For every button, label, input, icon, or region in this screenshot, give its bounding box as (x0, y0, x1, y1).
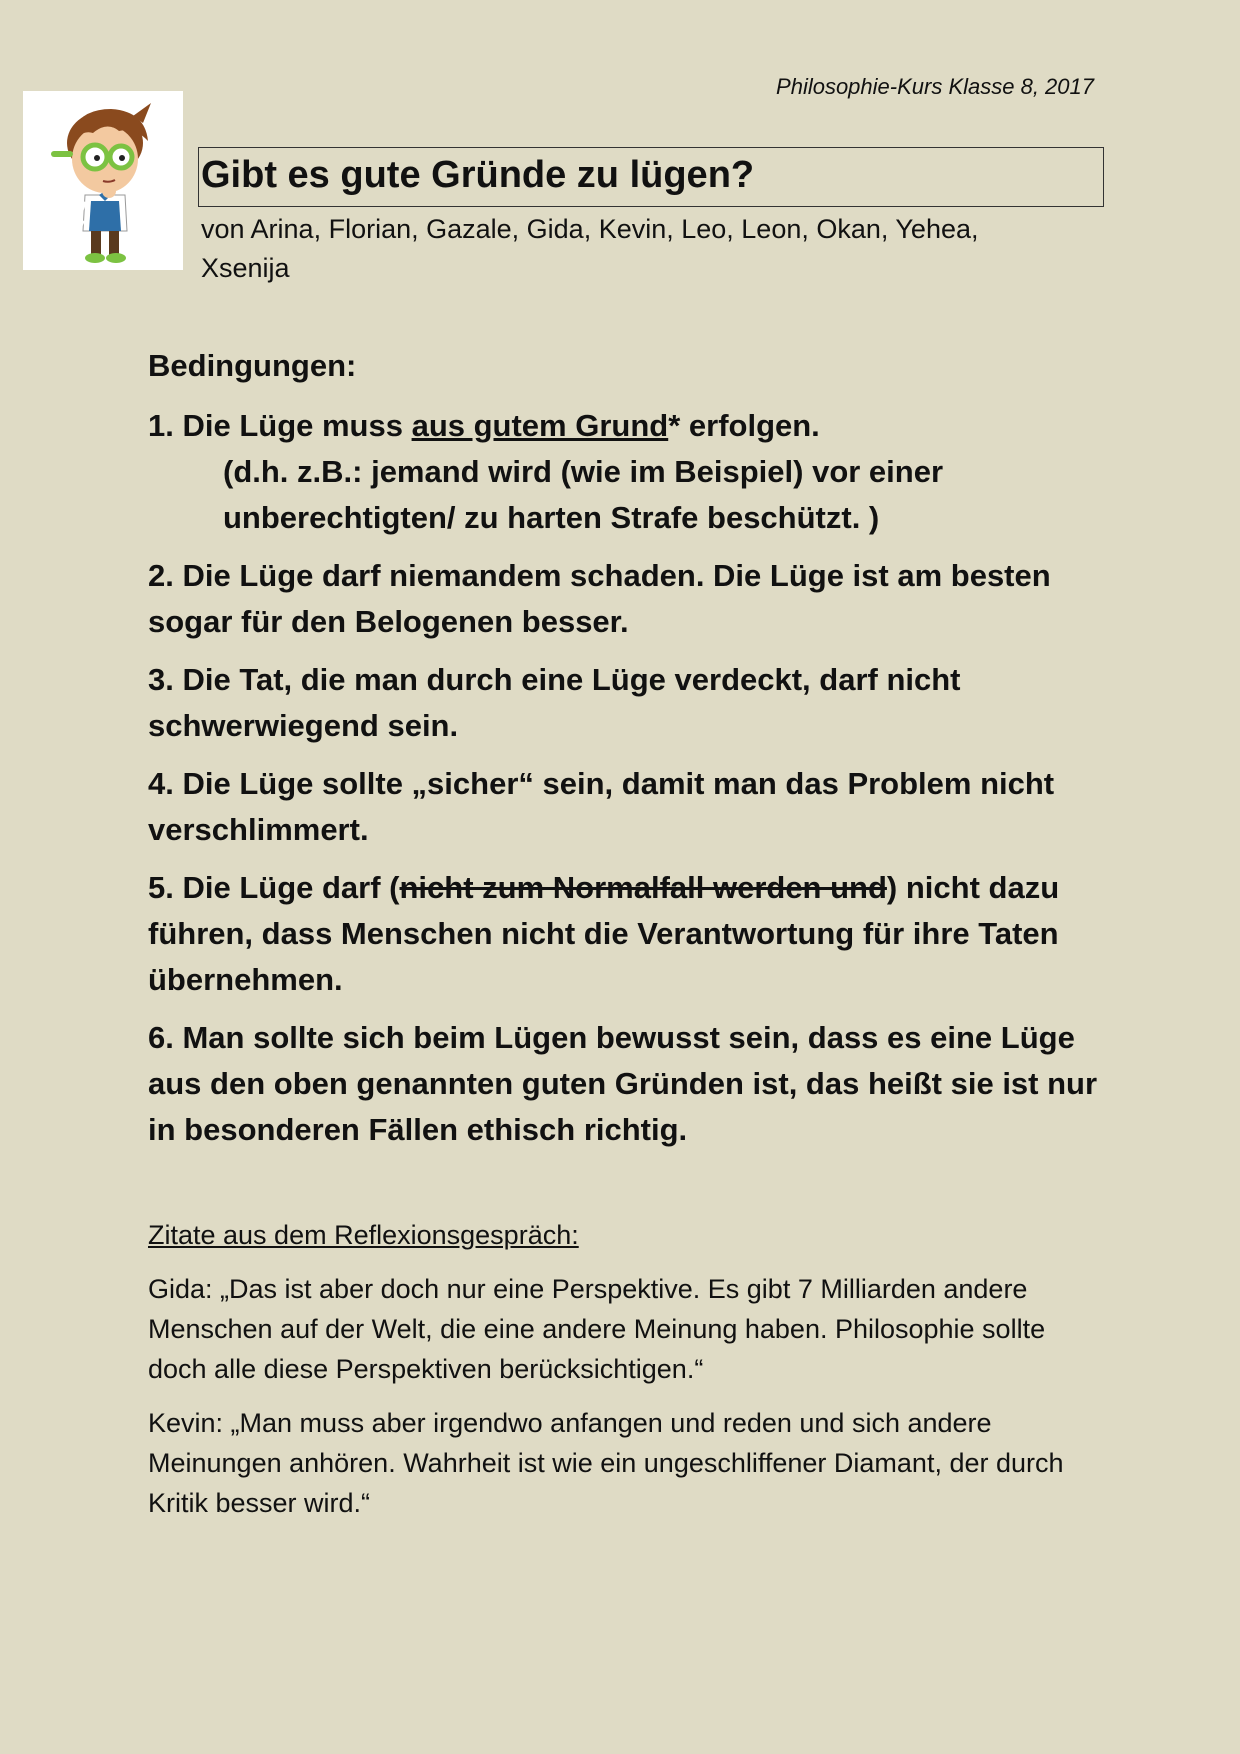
condition-1-sub-line-1: (d.h. z.B.: jemand wird (wie im Beispiel) vor einer (223, 454, 944, 489)
condition-6: 6. Man sollte sich beim Lügen bewusst sein, dass es eine Lüge aus den oben genannten guten Gründen ist, das heißt sie ist nur in besonderen Fällen ethisch richtig. (148, 1020, 1098, 1147)
condition-1-sub-line-2: unberechtigten/ zu harten Strafe beschützt. ) (223, 500, 880, 535)
condition-5-struck: nicht zum Normalfall werden und (399, 870, 887, 905)
thinking-boy-illustration (23, 91, 183, 270)
condition-5 (148, 865, 1108, 1003)
quotes-section (148, 1215, 1108, 1537)
condition-1-prefix: 1. Die Lüge muss (148, 408, 412, 443)
thinking-boy-icon (23, 91, 183, 270)
conditions-heading: Bedingungen: (148, 348, 357, 383)
condition-1 (148, 403, 1108, 541)
condition-5-prefix: 5. Die Lüge darf ( (148, 870, 400, 905)
condition-2: 2. Die Lüge darf niemandem schaden. Die Lüge ist am besten sogar für den Belogenen besser. (148, 558, 1051, 639)
conditions-section (148, 345, 1108, 1165)
condition-1-suffix: * erfolgen. (668, 408, 820, 443)
condition-4: 4. Die Lüge sollte „sicher“ sein, damit man das Problem nicht verschlimmert. (148, 766, 1055, 847)
page-title: Gibt es gute Gründe zu lügen? (201, 154, 755, 196)
quote-gida: Gida: „Das ist aber doch nur eine Perspektive. Es gibt 7 Milliarden andere Menschen auf der Welt, die eine andere Meinung haben. Philosophie sollte doch alle diese Perspektiven berücksichtigen.“ (148, 1274, 1046, 1384)
condition-1-underlined: aus gutem Grund (411, 408, 669, 443)
quote-kevin: Kevin: „Man muss aber irgendwo anfangen und reden und sich andere Meinungen anhören. Wahrheit ist wie ein ungeschliffener Diamant, der durch Kritik besser wird.“ (148, 1408, 1064, 1518)
condition-3: 3. Die Tat, die man durch eine Lüge verdeckt, darf nicht schwerwiegend sein. (148, 662, 961, 743)
authors: von Arina, Florian, Gazale, Gida, Kevin, Leo, Leon, Okan, Yehea, Xsenija (201, 214, 979, 283)
quotes-heading: Zitate aus dem Reflexionsgespräch: (148, 1220, 579, 1250)
course-label: Philosophie-Kurs Klasse 8, 2017 (776, 74, 1094, 99)
condition-5-suffix: ) nicht dazu führen, dass Menschen nicht die Verantwortung für ihre Taten übernehmen. (148, 870, 1060, 997)
